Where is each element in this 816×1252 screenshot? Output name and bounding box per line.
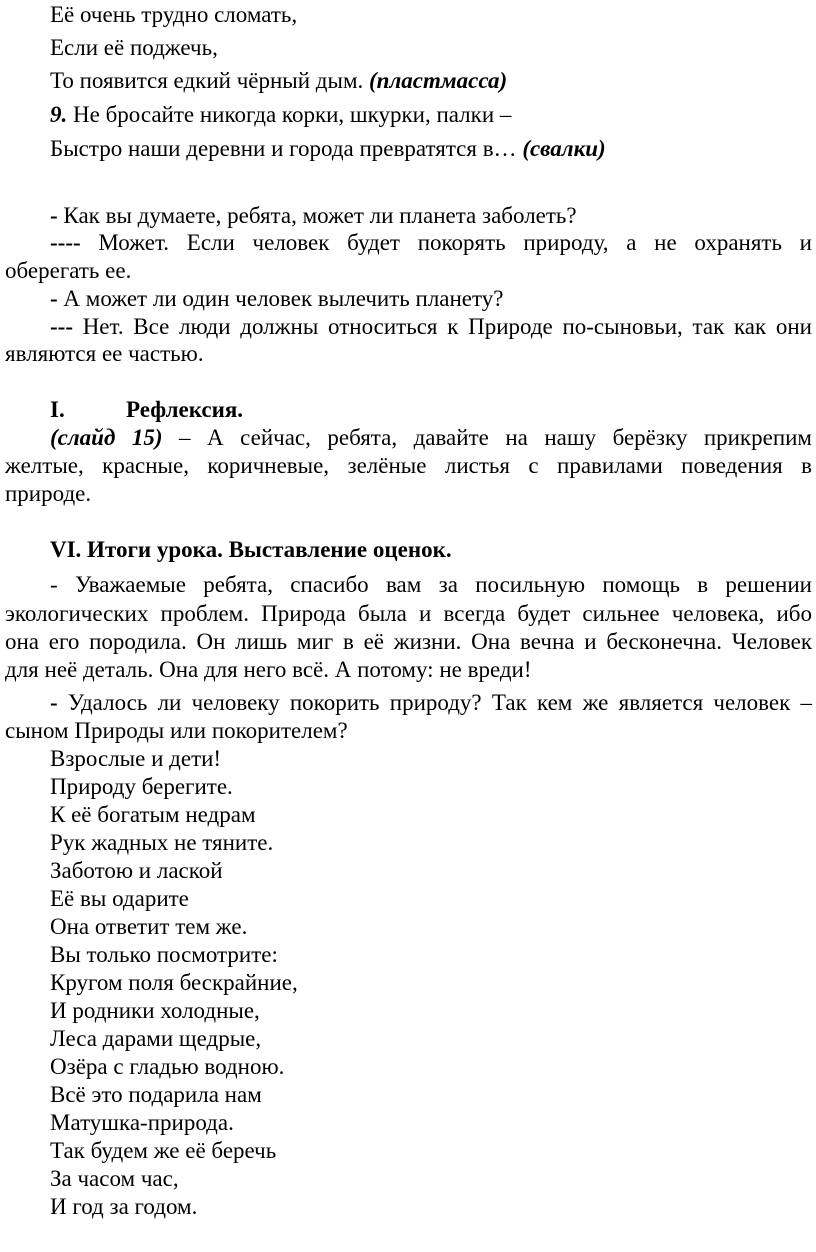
reflection-number: I. bbox=[50, 397, 65, 422]
poem-line: Заботою и лаской bbox=[50, 858, 223, 883]
question-2-text: А может ли один человек вылечить планету? bbox=[57, 286, 504, 311]
riddle-answer-dumps: (свалки) bbox=[522, 136, 606, 161]
reflection-line-1 bbox=[50, 424, 812, 452]
answer-2-line-1 bbox=[50, 313, 812, 341]
question-2 bbox=[50, 285, 503, 313]
summary-heading: VI. Итоги урока. Выставление оценок. bbox=[50, 537, 452, 562]
question-1-text: Как вы думаете, ребята, может ли планета заболеть? bbox=[57, 203, 577, 228]
riddle-line-5-text: Быстро наши деревни и города превратятся в… bbox=[50, 136, 523, 161]
reflection-title: Рефлексия. bbox=[126, 397, 244, 422]
poem-line: К её богатым недрам bbox=[50, 802, 256, 827]
poem-line: Рук жадных не тяните. bbox=[50, 830, 274, 855]
poem-line: За часом час, bbox=[50, 1166, 179, 1191]
riddle-line-5 bbox=[50, 135, 606, 163]
answer-2-dash: --- bbox=[50, 314, 73, 339]
summary-p2-dash: - bbox=[50, 690, 58, 715]
slide-label: (слайд 15) bbox=[50, 425, 163, 450]
summary-p1-line-4: для неё деталь. Она для него всё. А потому: не вреди! bbox=[5, 657, 532, 682]
riddle-line-3-text: То появится едкий чёрный дым. bbox=[50, 68, 370, 93]
answer-1-line-1 bbox=[50, 229, 812, 257]
reflection-line-2: желтые, красные, коричневые, зелёные листья с правилами поведения в bbox=[5, 453, 812, 478]
summary-p1-line-3: она его породила. Он лишь миг в её жизни. Она вечна и бесконечна. Человек bbox=[5, 629, 812, 654]
question-1 bbox=[50, 202, 577, 230]
summary-p2-line-2: сыном Природы или покорителем? bbox=[5, 718, 348, 743]
poem-line: Леса дарами щедрые, bbox=[50, 1026, 262, 1051]
answer-2-line-2: являются ее частью. bbox=[5, 341, 204, 366]
riddle-line-1: Её очень трудно сломать, bbox=[50, 2, 298, 27]
answer-1-text-1: Может. Если человек будет покорять природу, а не охранять и bbox=[80, 230, 812, 255]
poem-line: Кругом поля бескрайние, bbox=[50, 970, 298, 995]
summary-p1-line-2: экологических проблем. Природа была и всегда будет сильнее человека, ибо bbox=[5, 601, 812, 626]
poem-line: Всё это подарила нам bbox=[50, 1082, 262, 1107]
answer-2-text-1: Нет. Все люди должны относиться к Природе по-сыновьи, так как они bbox=[72, 314, 812, 339]
poem-line: Матушка-природа. bbox=[50, 1110, 234, 1135]
poem-line: Её вы одарите bbox=[50, 886, 189, 911]
summary-p2-line-1 bbox=[50, 689, 812, 717]
answer-1-line-2: оберегать ее. bbox=[5, 258, 132, 283]
riddle-line-3 bbox=[50, 67, 507, 95]
poem-line: И год за годом. bbox=[50, 1194, 198, 1219]
riddle-line-2: Если её поджечь, bbox=[50, 35, 218, 60]
reflection-line-1-text: – А сейчас, ребята, давайте на нашу берёзку прикрепим bbox=[162, 425, 812, 450]
summary-p2-text-1: Удалось ли человеку покорить природу? Так кем же является человек – bbox=[57, 690, 812, 715]
riddle-answer-plastic: (пластмасса) bbox=[369, 68, 508, 93]
poem-line: Озёра с гладью водною. bbox=[50, 1054, 285, 1079]
question-1-dash: - bbox=[50, 203, 58, 228]
poem-line: Природу берегите. bbox=[50, 774, 233, 799]
riddle-item-9-text: Не бросайте никогда корки, шкурки, палки – bbox=[67, 102, 512, 127]
poem-line: И родники холодные, bbox=[50, 998, 260, 1023]
reflection-line-3: природе. bbox=[5, 481, 92, 506]
poem-line: Она ответит тем же. bbox=[50, 914, 248, 939]
question-2-dash: - bbox=[50, 286, 58, 311]
item-number-9: 9. bbox=[50, 102, 68, 127]
poem-line: Взрослые и дети! bbox=[50, 746, 222, 771]
poem-line: Вы только посмотрите: bbox=[50, 942, 278, 967]
riddle-item-9 bbox=[50, 101, 511, 129]
answer-1-dash: ---- bbox=[50, 230, 81, 255]
poem-line: Так будем же её беречь bbox=[50, 1138, 277, 1163]
summary-p1-line-1: - Уважаемые ребята, спасибо вам за посильную помощь в решении bbox=[50, 572, 812, 597]
